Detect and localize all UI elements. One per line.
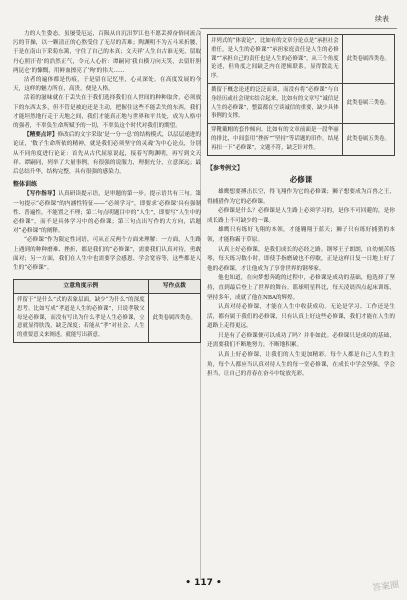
- table-row: [208, 124, 395, 155]
- watermark-logo: 答案圈: [371, 580, 400, 594]
- training-heading: 整体训练: [13, 181, 38, 189]
- table-cell-note: 此类卷属三类卷。: [342, 83, 394, 123]
- page-number: • 117 •: [185, 578, 222, 588]
- essay-paragraph: 雄鹰想要搏击长空，得飞翔作为它的必修课；狮子想要成为百兽之王，得捕猎作为它的必修课。: [207, 188, 395, 205]
- table-cell-example: 并列式的“体说论”，比如有的文章分论点是“承担社会重任，是人生的必修课”“承担家庭责任是人生的必修课”“承担自己的责任也是人生的必修课”，从三个角度论述，但角度之间缺乏内在逻辑联系，显得散乱无序。: [208, 35, 343, 84]
- table-cell-example: 撰留于概念论述的泛泛而谈，而没有将“必修课”与自身经历或社会现实结合起来，比如有的文章写“诚信是人生的必修课”，整篇都在空谈诚信的重要，缺少具体事例的支撑。: [208, 83, 343, 123]
- table-header-row: [14, 280, 201, 294]
- header-rule: [200, 28, 397, 29]
- table-header-cell: 写作点拨: [148, 280, 200, 294]
- comment-paragraph: [13, 131, 201, 177]
- paragraph: 沽者的遍体都是伤痕，于是留在记忆里，心灵深处。在高度发展的今天，这样的魅力所在，高贵，便是人格。: [13, 77, 201, 93]
- essay-paragraph: 认真对待必修课，才能在人生中收获成功。无论是学习、工作还是生活，都有属于我们的必修课，只有认真上好这些必修课，我们才能在人生的道路上走得更远。: [207, 304, 395, 330]
- essay-paragraph: 雄鹰只有练好飞翔的本领，才能翱翔于蓝天；狮子只有练好捕猎的本领，才能称霸于草原。: [207, 227, 395, 243]
- essay-paragraph: 认真上好必修课，是我们成长的必经之路。钢琴王子朗朗，自幼刻苦练琴，每天练习数小时，即使手指磨破也不停歇，正是这样日复一日地上好了他的必修课，才让他成为了享誉世界的钢琴家。: [207, 246, 395, 272]
- guide-paragraph: [13, 190, 201, 236]
- table-row: [208, 83, 395, 123]
- right-column: [207, 34, 395, 380]
- paragraph: “必修课”作为限定性词语，可从正反两个方面来理解：一方面，人生路上遇到的种种磨难、挫折，都是我们的“必修课”，需要我们认真对待，勇敢面对；另一方面，我们在人生中也需要学会感恩、学会宽容等，这些都是人生的“必修课”。: [13, 237, 201, 272]
- table-cell-note: 此类卷属四类卷。: [342, 35, 394, 84]
- comment-text: 修改后的文字采取‘是一分一总’的结构模式，以层层递进的论证，‘数子生命所依的精神，就是我们必须坚守的灵魂’为中心论点，分别从不同角度进行论证：首先从古代屈原说起，接着写陶渊明，再写到文天祥、谭嗣同，列举了大量事例，有很强的说服力，理据充分，立意深远；最后总结升华，结构完整，具有很强的感染力。: [13, 132, 201, 176]
- table-cell-example: 穿靴戴帽的套作倾向。比如有的文章前面是一段华丽的排比，中间套用“挫折”“坚持”等话题的旧作，结尾再扣一下“必修课”，文题不符，缺乏针对性。: [208, 124, 343, 155]
- sample-essay-label: 【参考例文】: [207, 164, 244, 172]
- table-cell-note: 此类卷属四类卷。: [148, 294, 200, 343]
- table-header-cell: 立意角度示例: [14, 280, 149, 294]
- comment-label: 【精要点评】: [24, 132, 58, 139]
- essay-paragraph: 只是有了必修课便可以成功了吗？并非如此。必修课只是成功的基础，还需要我们不断地努力，不断地积累。: [207, 332, 395, 349]
- angle-table: [13, 279, 201, 343]
- essay-paragraph: 认真上好必修课，让我们的人生更加精彩。每个人都是自己人生的主角，每个人都应当认真对待人生的每一堂必修课，在成长中学会坚强，学会担当，让自己的青春在奋斗中绽放光彩。: [207, 352, 395, 378]
- left-column: [13, 30, 201, 343]
- guide-label: 【写作指导】: [24, 191, 59, 198]
- paragraph: 力的人生姿态。虽屡受厄运，百陨从自沉汨罗江也不愿丢掉奋俗同流合污的节操，以一颗清正的心熬受住了无尽的苦难；陶渊明不为五斗米折腰，于是在南山下采菊东篱，守住了自己的本真；文天祥‘人生自古谁无死，留取丹心照汗青’的浩然正气，令元人心折：谭嗣同‘我自横刀向天笑，去留肝胆两昆仑’的慷慨，用鲜血擦亮了‘殉’的伟大……: [13, 31, 201, 74]
- continued-table: [207, 34, 395, 156]
- continued-label: 续表: [375, 15, 389, 23]
- table-cell-note: 此类卷属五类卷。: [342, 124, 394, 155]
- table-cell-example: 伴留于“是什么”式的表象层面，缺少“为什么”的深度思考。比如写成“孝道是人生的必修课”，只说孝敬父母是必修课，而没有写出为什么孝是人生必修课，立意就显得肤浅，缺乏深度；若能从“孝”对社会、人生的重要意义来阐述，就能写出新意。: [14, 294, 149, 343]
- table-row: [208, 35, 395, 84]
- essay-paragraph: 必修课是什么？必修课是人生路上必须学习的，是你不可回避的，是你成长路上不可缺少的一课。: [207, 208, 395, 224]
- paragraph: 活着的滋味就在于丢失在于我们选择我们在人世间的种种取舍，必须放下的东西太多，但不管是被迫还是主动，把握住这些不能丢失的东西，我们才能坦然地行走于天地之间，我们才能真正地与世界和平共处，成为人格中的强者，不辜负生命所赋予的一切，不辜负这个时代对我们的期望。: [13, 95, 201, 130]
- guide-text: 认真研读提示语，是审题的第一步。提示语共有三句。第一句提示“必修课”的内涵性特征——“必须学习”，即要求‘必修课’具有强制性、普遍性，不能置之不理；第二句点明题目中的“人生”，即要写“人生中的必修课”，而不是具体学习中的必修课；第三句点出写作的大方向，话题对“必修课”的阐释。: [13, 191, 201, 235]
- essay-title: 必修课: [289, 174, 313, 184]
- essay-paragraph: 他也知道，在向梦想奔跑的过程中，必修课是成功的基础，他选择了坚持，直到最后登上了世界的舞台。篮球明星科比，每天凌晨四点起床训练，坚持多年，成就了他在NBA的辉煌。: [207, 275, 395, 301]
- table-row: [14, 294, 201, 343]
